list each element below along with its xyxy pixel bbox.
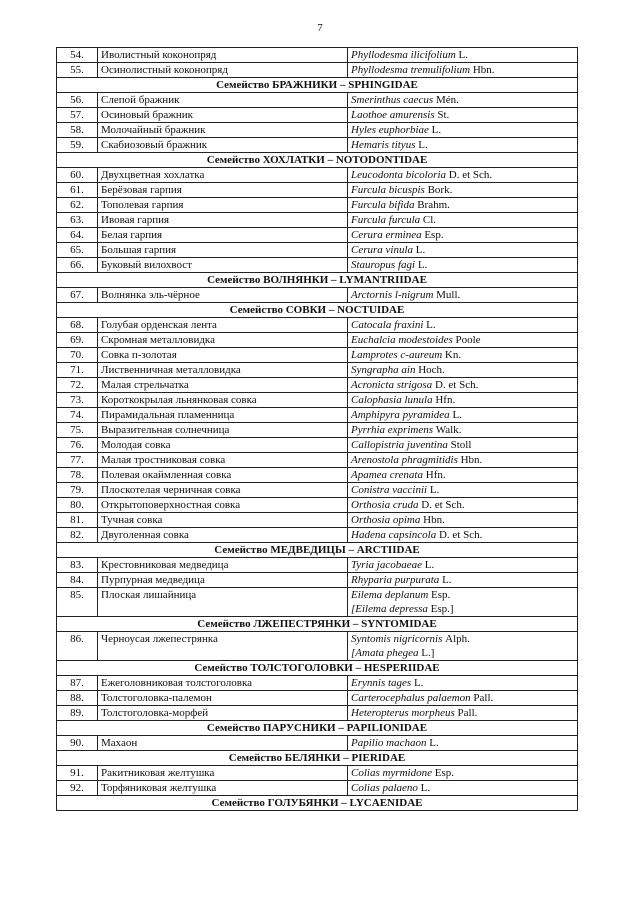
species-table bbox=[56, 47, 578, 811]
family-header-row bbox=[57, 796, 578, 811]
author-name: L. bbox=[417, 259, 428, 271]
latin-name: Euchalcia modestoides bbox=[351, 334, 453, 346]
species-number: 83. bbox=[57, 558, 98, 573]
species-number: 88. bbox=[57, 691, 98, 706]
author-name: D. et Sch. bbox=[438, 529, 483, 541]
latin-name: Cerura erminea bbox=[351, 229, 422, 241]
latin-name-cell bbox=[348, 766, 578, 781]
russian-name: Полевая окаймленная совка bbox=[98, 468, 348, 483]
latin-name: Heteropterus morpheus bbox=[351, 707, 455, 719]
species-number: 70. bbox=[57, 348, 98, 363]
author-name: D. et Sch. bbox=[434, 379, 479, 391]
page-number: 7 bbox=[317, 22, 323, 34]
species-number: 90. bbox=[57, 736, 98, 751]
russian-name: Выразительная солнечница bbox=[98, 423, 348, 438]
latin-name-cell bbox=[348, 348, 578, 363]
author-name: Pall. bbox=[457, 707, 478, 719]
species-number: 85. bbox=[57, 588, 98, 617]
russian-name: Двухцветная хохлатка bbox=[98, 168, 348, 183]
latin-name: Hyles euphorbiae bbox=[351, 124, 429, 136]
species-number: 58. bbox=[57, 123, 98, 138]
species-number: 74. bbox=[57, 408, 98, 423]
latin-name-cell bbox=[348, 423, 578, 438]
russian-name: Плоскотелая черничная совка bbox=[98, 483, 348, 498]
russian-name: Молодая совка bbox=[98, 438, 348, 453]
author-name: Hoch. bbox=[418, 364, 445, 376]
latin-name: Carterocephalus palaemon bbox=[351, 692, 471, 704]
table-row bbox=[57, 258, 578, 273]
table-row bbox=[57, 318, 578, 333]
russian-name: Голубая орденская лента bbox=[98, 318, 348, 333]
table-row bbox=[57, 736, 578, 751]
latin-name: Hadena capsincola bbox=[351, 529, 437, 541]
family-header: Семейство ПАРУСНИКИ – PAPILIONIDAE bbox=[57, 721, 578, 736]
russian-name: Слепой бражник bbox=[98, 93, 348, 108]
table-row bbox=[57, 706, 578, 721]
latin-name-cell bbox=[348, 123, 578, 138]
latin-name: Stauropus fagi bbox=[351, 259, 416, 271]
table-row bbox=[57, 93, 578, 108]
russian-name: Толстоголовка-морфей bbox=[98, 706, 348, 721]
family-header-row bbox=[57, 617, 578, 632]
russian-name: Белая гарпия bbox=[98, 228, 348, 243]
latin-name-cell bbox=[348, 93, 578, 108]
latin-name-cell bbox=[348, 138, 578, 153]
russian-name: Берёзовая гарпия bbox=[98, 183, 348, 198]
latin-name-cell bbox=[348, 198, 578, 213]
latin-name: Furcula bifida bbox=[351, 199, 415, 211]
latin-name: Colias palaeno bbox=[351, 782, 418, 794]
latin-name: Furcula furcula bbox=[351, 214, 421, 226]
latin-name: Callopistria juventina bbox=[351, 439, 448, 451]
author-name: L. bbox=[424, 559, 435, 571]
species-number: 69. bbox=[57, 333, 98, 348]
latin-name: Lamprotes c-aureum bbox=[351, 349, 443, 361]
author-name: Stoll bbox=[450, 439, 472, 451]
latin-name-cell bbox=[348, 228, 578, 243]
latin-name: Pyrrhia exprimens bbox=[351, 424, 433, 436]
table-row bbox=[57, 48, 578, 63]
species-number: 54. bbox=[57, 48, 98, 63]
table-row bbox=[57, 363, 578, 378]
author-name: Poole bbox=[455, 334, 481, 346]
family-header: Семейство ЛЖЕПЕСТРЯНКИ – SYNTOMIDAE bbox=[57, 617, 578, 632]
author-name: L. bbox=[413, 677, 424, 689]
latin-name-cell bbox=[348, 498, 578, 513]
latin-name: Syntomis nigricornis bbox=[351, 633, 443, 645]
table-row bbox=[57, 393, 578, 408]
russian-name: Ракитниковая желтушка bbox=[98, 766, 348, 781]
table-row bbox=[57, 766, 578, 781]
family-header: Семейство ГОЛУБЯНКИ – LYCAENIDAE bbox=[57, 796, 578, 811]
latin-name: Erynnis tages bbox=[351, 677, 412, 689]
latin-name: Furcula bicuspis bbox=[351, 184, 425, 196]
latin-name: Orthosia opima bbox=[351, 514, 421, 526]
latin-name: Arctornis l-nigrum bbox=[351, 289, 434, 301]
russian-name: Осиновый бражник bbox=[98, 108, 348, 123]
species-number: 68. bbox=[57, 318, 98, 333]
species-number: 77. bbox=[57, 453, 98, 468]
species-number: 72. bbox=[57, 378, 98, 393]
family-header-row bbox=[57, 153, 578, 168]
species-number: 67. bbox=[57, 288, 98, 303]
species-number: 56. bbox=[57, 93, 98, 108]
species-number: 76. bbox=[57, 438, 98, 453]
author-name: L. bbox=[429, 737, 439, 749]
family-header: Семейство БРАЖНИКИ – SPHINGIDAE bbox=[57, 78, 578, 93]
author-name: L. bbox=[426, 319, 436, 331]
family-header: Семейство МЕДВЕДИЦЫ – ARCTIIDAE bbox=[57, 543, 578, 558]
author-name: Bork. bbox=[427, 184, 453, 196]
table-row bbox=[57, 632, 578, 661]
russian-name: Тополевая гарпия bbox=[98, 198, 348, 213]
russian-name: Ежеголовниковая толстоголовка bbox=[98, 676, 348, 691]
author-name: L. bbox=[458, 49, 469, 61]
latin-name-cell bbox=[348, 183, 578, 198]
latin-name-cell bbox=[348, 363, 578, 378]
latin-name: Leucodonta bicoloria bbox=[351, 169, 447, 181]
author-name: L. bbox=[420, 782, 431, 794]
latin-name-cell bbox=[348, 706, 578, 721]
russian-name: Скромная металловидка bbox=[98, 333, 348, 348]
latin-name: Laothoe amurensis bbox=[351, 109, 435, 121]
family-header-row bbox=[57, 303, 578, 318]
species-number: 86. bbox=[57, 632, 98, 661]
latin-name-cell bbox=[348, 453, 578, 468]
table-row bbox=[57, 63, 578, 78]
author-name: Hbn. bbox=[423, 514, 445, 526]
russian-name: Черноусая лжепестрянка bbox=[98, 632, 348, 661]
family-header-row bbox=[57, 721, 578, 736]
author-name: Hbn. bbox=[460, 454, 483, 466]
russian-name: Молочайный бражник bbox=[98, 123, 348, 138]
latin-name-cell bbox=[348, 513, 578, 528]
latin-name-cell bbox=[348, 63, 578, 78]
species-number: 55. bbox=[57, 63, 98, 78]
family-header-row bbox=[57, 543, 578, 558]
family-header-row bbox=[57, 661, 578, 676]
species-number: 61. bbox=[57, 183, 98, 198]
table-row bbox=[57, 528, 578, 543]
table-row bbox=[57, 213, 578, 228]
table-row bbox=[57, 198, 578, 213]
table-row bbox=[57, 676, 578, 691]
species-number: 92. bbox=[57, 781, 98, 796]
latin-name: Cerura vinula bbox=[351, 244, 414, 256]
species-number: 81. bbox=[57, 513, 98, 528]
table-row bbox=[57, 691, 578, 706]
author-name: Hbn. bbox=[472, 64, 495, 76]
latin-name: [Eilema depressa bbox=[351, 603, 428, 615]
russian-name: Открытоповерхностная совка bbox=[98, 498, 348, 513]
author-name: Cl. bbox=[422, 214, 437, 226]
family-header: Семейство БЕЛЯНКИ – PIERIDAE bbox=[57, 751, 578, 766]
latin-name: [Amata phegea bbox=[351, 647, 419, 659]
russian-name: Осинолистный коконопряд bbox=[98, 63, 348, 78]
species-number: 75. bbox=[57, 423, 98, 438]
latin-name-cell bbox=[348, 588, 578, 617]
author-name: Esp. bbox=[431, 589, 451, 601]
species-number: 78. bbox=[57, 468, 98, 483]
species-number: 64. bbox=[57, 228, 98, 243]
species-number: 73. bbox=[57, 393, 98, 408]
russian-name: Толстоголовка-палемон bbox=[98, 691, 348, 706]
latin-name-cell bbox=[348, 393, 578, 408]
russian-name: Ивовая гарпия bbox=[98, 213, 348, 228]
author-name: Esp. bbox=[434, 767, 454, 779]
latin-name: Catocala fraxini bbox=[351, 319, 424, 331]
author-name: St. bbox=[437, 109, 450, 121]
author-name: Mén. bbox=[435, 94, 459, 106]
author-name: D. et Sch. bbox=[448, 169, 493, 181]
russian-name: Большая гарпия bbox=[98, 243, 348, 258]
table-row bbox=[57, 243, 578, 258]
table-body bbox=[57, 48, 578, 811]
table-row bbox=[57, 483, 578, 498]
russian-name: Двуголенная совка bbox=[98, 528, 348, 543]
latin-name: Papilio machaon bbox=[351, 737, 427, 749]
russian-name: Лиственничная металловидка bbox=[98, 363, 348, 378]
table-row bbox=[57, 513, 578, 528]
russian-name: Совка п-золотая bbox=[98, 348, 348, 363]
table-row bbox=[57, 168, 578, 183]
family-header: Семейство ТОЛСТОГОЛОВКИ – HESPERIIDAE bbox=[57, 661, 578, 676]
latin-name: Rhyparia purpurata bbox=[351, 574, 440, 586]
latin-name-cell bbox=[348, 333, 578, 348]
author-name: Mull. bbox=[436, 289, 461, 301]
latin-name: Amphipyra pyramidea bbox=[351, 409, 450, 421]
family-header: Семейство ХОХЛАТКИ – NOTODONTIDAE bbox=[57, 153, 578, 168]
latin-name-cell bbox=[348, 408, 578, 423]
russian-name: Скабиозовый бражник bbox=[98, 138, 348, 153]
family-header: Семейство СОВКИ – NOCTUIDAE bbox=[57, 303, 578, 318]
author-name: Hfn. bbox=[435, 394, 456, 406]
family-header-row bbox=[57, 78, 578, 93]
latin-name: Acronicta strigosa bbox=[351, 379, 433, 391]
russian-name: Малая тростниковая совка bbox=[98, 453, 348, 468]
author-name: L. bbox=[452, 409, 462, 421]
species-number: 91. bbox=[57, 766, 98, 781]
table-row bbox=[57, 498, 578, 513]
author-name: D. et Sch. bbox=[421, 499, 465, 511]
author-name: L. bbox=[429, 484, 440, 496]
russian-name: Иволистный коконопряд bbox=[98, 48, 348, 63]
author-name: Hfn. bbox=[425, 469, 446, 481]
russian-name: Малая стрельчатка bbox=[98, 378, 348, 393]
table-row bbox=[57, 123, 578, 138]
species-number: 84. bbox=[57, 573, 98, 588]
table-row bbox=[57, 573, 578, 588]
table-row bbox=[57, 423, 578, 438]
latin-name-cell bbox=[348, 438, 578, 453]
latin-name: Calophasia lunula bbox=[351, 394, 433, 406]
species-number: 71. bbox=[57, 363, 98, 378]
latin-name-cell bbox=[348, 676, 578, 691]
table-row bbox=[57, 408, 578, 423]
latin-name-cell bbox=[348, 48, 578, 63]
author-name: L. bbox=[415, 244, 426, 256]
table-row bbox=[57, 438, 578, 453]
russian-name: Тучная совка bbox=[98, 513, 348, 528]
latin-name: Tyria jacobaeae bbox=[351, 559, 422, 571]
species-number: 65. bbox=[57, 243, 98, 258]
species-number: 60. bbox=[57, 168, 98, 183]
latin-name: Eilema deplanum bbox=[351, 589, 429, 601]
latin-name: Hemaris tityus bbox=[351, 139, 416, 151]
family-header: Семейство ВОЛНЯНКИ – LYMANTRIIDAE bbox=[57, 273, 578, 288]
russian-name: Волнянка эль-чёрное bbox=[98, 288, 348, 303]
latin-name: Phyllodesma ilicifolium bbox=[351, 49, 456, 61]
russian-name: Торфяниковая желтушка bbox=[98, 781, 348, 796]
species-number: 57. bbox=[57, 108, 98, 123]
russian-name: Крестовниковая медведица bbox=[98, 558, 348, 573]
author-name: Kn. bbox=[444, 349, 462, 361]
author-name: Pall. bbox=[473, 692, 494, 704]
species-number: 89. bbox=[57, 706, 98, 721]
latin-name-cell bbox=[348, 781, 578, 796]
latin-name-cell bbox=[348, 468, 578, 483]
family-header-row bbox=[57, 273, 578, 288]
table-row bbox=[57, 453, 578, 468]
table-row bbox=[57, 348, 578, 363]
species-number: 66. bbox=[57, 258, 98, 273]
family-header-row bbox=[57, 751, 578, 766]
table-row bbox=[57, 228, 578, 243]
latin-name-cell bbox=[348, 318, 578, 333]
latin-name-cell bbox=[348, 378, 578, 393]
latin-name-cell bbox=[348, 691, 578, 706]
species-number: 59. bbox=[57, 138, 98, 153]
latin-name: Syngrapha ain bbox=[351, 364, 416, 376]
author-name: Alph. bbox=[445, 633, 470, 645]
russian-name: Короткокрылая льнянковая совка bbox=[98, 393, 348, 408]
latin-name: Phyllodesma tremulifolium bbox=[351, 64, 471, 76]
latin-name-cell bbox=[348, 108, 578, 123]
latin-name-cell bbox=[348, 168, 578, 183]
author-name: L. bbox=[442, 574, 452, 586]
author-name: Brahm. bbox=[417, 199, 450, 211]
table-row bbox=[57, 781, 578, 796]
latin-name-cell bbox=[348, 528, 578, 543]
latin-name-cell bbox=[348, 558, 578, 573]
table-row bbox=[57, 183, 578, 198]
species-number: 80. bbox=[57, 498, 98, 513]
table-row bbox=[57, 333, 578, 348]
table-row bbox=[57, 108, 578, 123]
latin-name-cell bbox=[348, 258, 578, 273]
table-row bbox=[57, 378, 578, 393]
latin-name: Arenostola phragmitidis bbox=[351, 454, 458, 466]
author-name: L. bbox=[418, 139, 428, 151]
russian-name: Плоская лишайница bbox=[98, 588, 348, 617]
latin-name-cell bbox=[348, 736, 578, 751]
latin-name-cell bbox=[348, 288, 578, 303]
species-number: 63. bbox=[57, 213, 98, 228]
table-row bbox=[57, 588, 578, 617]
latin-name: Colias myrmidone bbox=[351, 767, 432, 779]
latin-name-cell bbox=[348, 573, 578, 588]
species-number: 62. bbox=[57, 198, 98, 213]
table-row bbox=[57, 468, 578, 483]
table-row bbox=[57, 138, 578, 153]
latin-name: Apamea crenata bbox=[351, 469, 423, 481]
author-name: Walk. bbox=[435, 424, 462, 436]
latin-name-cell bbox=[348, 483, 578, 498]
latin-name-cell bbox=[348, 213, 578, 228]
author-name: Esp.] bbox=[430, 603, 454, 615]
russian-name: Буковый вилохвост bbox=[98, 258, 348, 273]
latin-name: Orthosia cruda bbox=[351, 499, 419, 511]
russian-name: Пирамидальная пламенница bbox=[98, 408, 348, 423]
species-number: 82. bbox=[57, 528, 98, 543]
russian-name: Пурпурная медведица bbox=[98, 573, 348, 588]
latin-name: Conistra vaccinii bbox=[351, 484, 428, 496]
species-number: 79. bbox=[57, 483, 98, 498]
latin-name-cell bbox=[348, 243, 578, 258]
author-name: L. bbox=[431, 124, 442, 136]
russian-name: Махаон bbox=[98, 736, 348, 751]
latin-name: Smerinthus caecus bbox=[351, 94, 434, 106]
table-row bbox=[57, 558, 578, 573]
author-name: L.] bbox=[421, 647, 435, 659]
species-number: 87. bbox=[57, 676, 98, 691]
author-name: Esp. bbox=[424, 229, 444, 241]
table-row bbox=[57, 288, 578, 303]
latin-name-cell bbox=[348, 632, 578, 661]
